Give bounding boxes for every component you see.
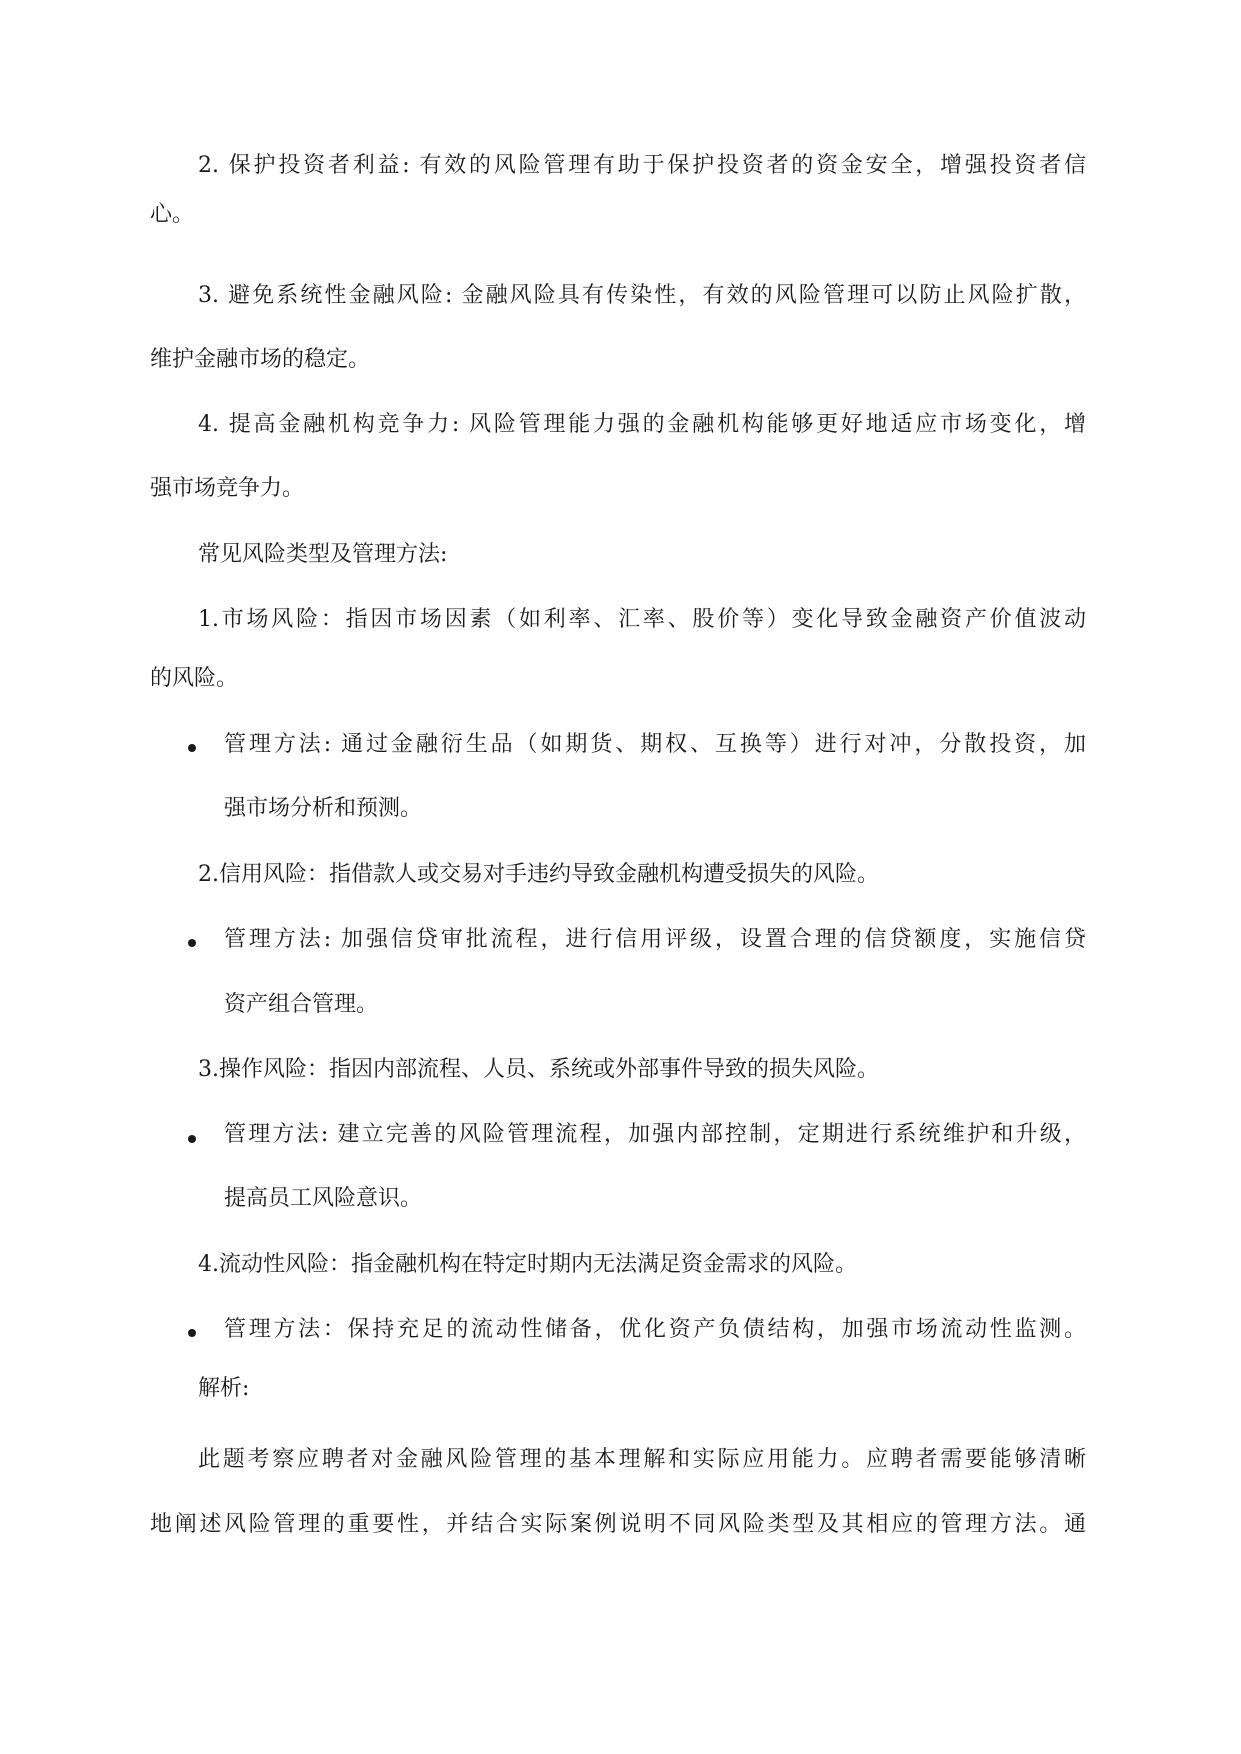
bullet-dot bbox=[188, 1135, 196, 1143]
paragraph-2-line-2: 心。 bbox=[150, 202, 195, 227]
credit-risk-line: 2.信用风险：指借款人或交易对手违约导致金融机构遭受损失的风险。 bbox=[198, 862, 879, 887]
common-risk-types-heading: 常见风险类型及管理方法: bbox=[198, 542, 448, 567]
operational-risk-line: 3.操作风险：指因内部流程、人员、系统或外部事件导致的损失风险。 bbox=[198, 1057, 879, 1082]
paragraph-2-line-1: 2. 保护投资者利益: 有效的风险管理有助于保护投资者的资金安全，增强投资者信 bbox=[198, 153, 1086, 178]
liquidity-risk-line: 4.流动性风险：指金融机构在特定时期内无法满足资金需求的风险。 bbox=[198, 1252, 857, 1277]
paragraph-4-line-2: 强市场竞争力。 bbox=[150, 476, 305, 501]
market-method-line-2: 强市场分析和预测。 bbox=[224, 796, 423, 821]
bullet-dot bbox=[188, 1329, 196, 1337]
market-risk-line-1: 1.市场风险：指因市场因素（如利率、汇率、股价等）变化导致金融资产价值波动 bbox=[198, 607, 1086, 632]
market-method-line-1: 管理方法: 通过金融衍生品（如期货、期权、互换等）进行对冲，分散投资，加 bbox=[224, 732, 1086, 757]
operation-method-line-1: 管理方法: 建立完善的风险管理流程，加强内部控制，定期进行系统维护和升级， bbox=[224, 1122, 1086, 1147]
paragraph-3-line-2: 维护金融市场的稳定。 bbox=[150, 347, 371, 372]
market-risk-line-2: 的风险。 bbox=[150, 666, 239, 691]
operation-method-line-2: 提高员工风险意识。 bbox=[224, 1186, 423, 1211]
bullet-dot bbox=[188, 939, 196, 947]
analysis-line-2: 地阐述风险管理的重要性，并结合实际案例说明不同风险类型及其相应的管理方法。通 bbox=[150, 1512, 1086, 1537]
paragraph-3-line-1: 3. 避免系统性金融风险: 金融风险具有传染性，有效的风险管理可以防止风险扩散， bbox=[198, 283, 1086, 308]
analysis-line-1: 此题考察应聘者对金融风险管理的基本理解和实际应用能力。应聘者需要能够清晰 bbox=[198, 1447, 1086, 1472]
analysis-label: 解析: bbox=[198, 1376, 250, 1401]
bullet-dot bbox=[188, 744, 196, 752]
liquidity-method-line: 管理方法：保持充足的流动性储备，优化资产负债结构，加强市场流动性监测。 bbox=[224, 1317, 1086, 1342]
paragraph-4-line-1: 4. 提高金融机构竞争力: 风险管理能力强的金融机构能够更好地适应市场变化，增 bbox=[198, 412, 1086, 437]
credit-method-line-2: 资产组合管理。 bbox=[224, 992, 379, 1017]
credit-method-line-1: 管理方法: 加强信贷审批流程，进行信用评级，设置合理的信贷额度，实施信贷 bbox=[224, 927, 1086, 952]
